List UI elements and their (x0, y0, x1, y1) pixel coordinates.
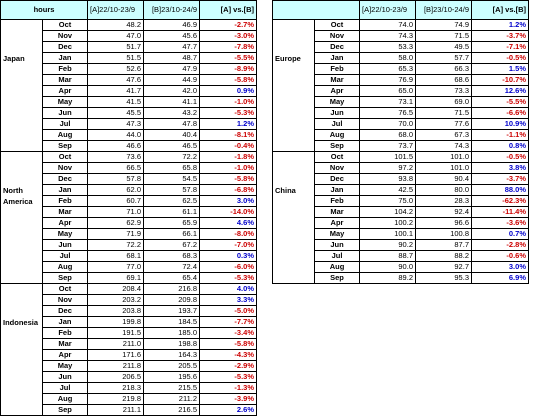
value-a-cell: 76.9 (360, 75, 416, 86)
diff-cell: -0.5% (472, 53, 529, 64)
diff-cell: -5.8% (200, 75, 257, 86)
value-a-cell: 41.5 (88, 97, 144, 108)
value-a-cell: 211.8 (88, 361, 144, 372)
month-cell: May (43, 361, 88, 372)
month-cell: Sep (43, 405, 88, 416)
diff-cell: -5.3% (200, 372, 257, 383)
value-b-cell: 73.3 (416, 86, 472, 97)
month-cell: Mar (315, 75, 360, 86)
diff-cell: -3.6% (472, 218, 529, 229)
month-cell: Feb (315, 64, 360, 75)
value-a-cell: 58.0 (360, 53, 416, 64)
month-cell: Apr (43, 218, 88, 229)
value-a-cell: 44.0 (88, 130, 144, 141)
month-cell: Mar (43, 207, 88, 218)
month-cell: Sep (315, 273, 360, 284)
month-cell: Nov (43, 295, 88, 306)
value-b-cell: 209.8 (144, 295, 200, 306)
diff-cell: 4.0% (200, 284, 257, 295)
value-b-cell: 68.6 (416, 75, 472, 86)
value-b-cell: 92.4 (416, 207, 472, 218)
value-b-cell: 43.2 (144, 108, 200, 119)
diff-cell: -1.1% (472, 130, 529, 141)
value-b-cell: 28.3 (416, 196, 472, 207)
diff-cell: 0.3% (200, 251, 257, 262)
value-a-cell: 199.8 (88, 317, 144, 328)
col-b-header: [B]23/10-24/9 (416, 1, 472, 20)
month-cell: Jan (43, 185, 88, 196)
value-a-cell: 62.9 (88, 218, 144, 229)
region-north-america (1, 152, 257, 284)
month-cell: Jun (315, 240, 360, 251)
region-label: Europe (273, 20, 315, 152)
value-b-cell: 74.9 (416, 20, 472, 31)
month-cell: Nov (315, 31, 360, 42)
value-b-cell: 185.0 (144, 328, 200, 339)
left-panel (0, 0, 257, 416)
diff-cell: -8.0% (200, 229, 257, 240)
value-b-cell: 67.2 (144, 240, 200, 251)
month-cell: Sep (315, 141, 360, 152)
month-cell: Jan (315, 53, 360, 64)
diff-cell: -5.5% (200, 53, 257, 64)
month-cell: Dec (315, 174, 360, 185)
diff-cell: 3.8% (472, 163, 529, 174)
value-a-cell: 72.2 (88, 240, 144, 251)
value-a-cell: 69.1 (88, 273, 144, 284)
value-b-cell: 71.5 (416, 108, 472, 119)
hours-header-blank (273, 1, 360, 20)
value-b-cell: 48.7 (144, 53, 200, 64)
value-a-cell: 208.4 (88, 284, 144, 295)
value-a-cell: 73.1 (360, 97, 416, 108)
diff-cell: -5.0% (200, 306, 257, 317)
month-cell: Oct (43, 284, 88, 295)
month-cell: Feb (43, 64, 88, 75)
value-b-cell: 47.9 (144, 64, 200, 75)
value-a-cell: 89.2 (360, 273, 416, 284)
value-a-cell: 77.0 (88, 262, 144, 273)
value-b-cell: 65.9 (144, 218, 200, 229)
month-cell: Mar (43, 339, 88, 350)
month-cell: Nov (315, 163, 360, 174)
region-indonesia (1, 284, 257, 416)
value-a-cell: 218.3 (88, 383, 144, 394)
value-a-cell: 191.5 (88, 328, 144, 339)
diff-cell: 6.9% (472, 273, 529, 284)
table-row (1, 284, 257, 295)
diff-cell: -2.9% (200, 361, 257, 372)
month-cell: Jun (43, 372, 88, 383)
value-b-cell: 101.0 (416, 163, 472, 174)
value-a-cell: 62.0 (88, 185, 144, 196)
month-cell: Apr (43, 350, 88, 361)
diff-cell: -0.5% (472, 152, 529, 163)
value-a-cell: 74.3 (360, 31, 416, 42)
month-cell: Dec (43, 306, 88, 317)
diff-cell: 1.2% (200, 119, 257, 130)
value-b-cell: 193.7 (144, 306, 200, 317)
month-cell: May (43, 229, 88, 240)
col-a-header: [A]22/10-23/9 (88, 1, 144, 20)
value-b-cell: 216.8 (144, 284, 200, 295)
region-label: China (273, 152, 315, 284)
month-cell: Jul (43, 383, 88, 394)
month-cell: Dec (43, 174, 88, 185)
diff-cell: 88.0% (472, 185, 529, 196)
diff-cell: -3.4% (200, 328, 257, 339)
value-b-cell: 87.7 (416, 240, 472, 251)
value-a-cell: 93.8 (360, 174, 416, 185)
value-a-cell: 48.2 (88, 20, 144, 31)
value-a-cell: 90.2 (360, 240, 416, 251)
diff-cell: -5.5% (472, 97, 529, 108)
month-cell: Jul (43, 119, 88, 130)
month-cell: Jun (315, 108, 360, 119)
month-cell: Feb (43, 196, 88, 207)
value-a-cell: 57.8 (88, 174, 144, 185)
diff-cell: 1.5% (472, 64, 529, 75)
value-b-cell: 54.5 (144, 174, 200, 185)
value-a-cell: 73.6 (88, 152, 144, 163)
value-b-cell: 47.8 (144, 119, 200, 130)
month-cell: Jul (315, 119, 360, 130)
value-a-cell: 71.0 (88, 207, 144, 218)
value-a-cell: 211.0 (88, 339, 144, 350)
month-cell: Jan (43, 53, 88, 64)
value-b-cell: 96.6 (416, 218, 472, 229)
value-a-cell: 211.1 (88, 405, 144, 416)
diff-cell: -7.0% (200, 240, 257, 251)
value-b-cell: 44.9 (144, 75, 200, 86)
diff-cell: -5.3% (200, 108, 257, 119)
value-a-cell: 97.2 (360, 163, 416, 174)
value-a-cell: 219.8 (88, 394, 144, 405)
diff-cell: 3.3% (200, 295, 257, 306)
diff-cell: -3.7% (472, 174, 529, 185)
month-cell: Apr (315, 218, 360, 229)
value-b-cell: 66.1 (144, 229, 200, 240)
value-b-cell: 100.8 (416, 229, 472, 240)
value-a-cell: 73.7 (360, 141, 416, 152)
left-table (0, 0, 257, 416)
header-row (273, 1, 529, 20)
diff-cell: 0.7% (472, 229, 529, 240)
value-b-cell: 215.5 (144, 383, 200, 394)
value-b-cell: 45.6 (144, 31, 200, 42)
value-a-cell: 65.0 (360, 86, 416, 97)
value-b-cell: 49.5 (416, 42, 472, 53)
value-b-cell: 88.2 (416, 251, 472, 262)
value-a-cell: 88.7 (360, 251, 416, 262)
value-a-cell: 60.7 (88, 196, 144, 207)
value-b-cell: 62.5 (144, 196, 200, 207)
value-a-cell: 47.0 (88, 31, 144, 42)
month-cell: Apr (315, 86, 360, 97)
diff-cell: -3.7% (472, 31, 529, 42)
value-a-cell: 47.6 (88, 75, 144, 86)
value-b-cell: 65.4 (144, 273, 200, 284)
right-table (272, 0, 529, 284)
value-b-cell: 95.3 (416, 273, 472, 284)
value-a-cell: 68.0 (360, 130, 416, 141)
diff-cell: -14.0% (200, 207, 257, 218)
month-cell: May (315, 229, 360, 240)
table-row (1, 152, 257, 163)
diff-cell: -1.3% (200, 383, 257, 394)
value-b-cell: 211.2 (144, 394, 200, 405)
diff-cell: -3.9% (200, 394, 257, 405)
diff-cell: -10.7% (472, 75, 529, 86)
value-a-cell: 51.7 (88, 42, 144, 53)
value-b-cell: 184.5 (144, 317, 200, 328)
value-b-cell: 198.8 (144, 339, 200, 350)
value-b-cell: 57.8 (144, 185, 200, 196)
diff-cell: -7.7% (200, 317, 257, 328)
value-a-cell: 76.5 (360, 108, 416, 119)
value-b-cell: 164.3 (144, 350, 200, 361)
col-diff-header: [A] vs.[B] (200, 1, 257, 20)
value-a-cell: 51.5 (88, 53, 144, 64)
value-a-cell: 171.6 (88, 350, 144, 361)
month-cell: Jul (315, 251, 360, 262)
value-b-cell: 195.6 (144, 372, 200, 383)
value-b-cell: 46.9 (144, 20, 200, 31)
diff-cell: -4.3% (200, 350, 257, 361)
col-diff-header: [A] vs.[B] (472, 1, 529, 20)
diff-cell: 10.9% (472, 119, 529, 130)
value-b-cell: 47.7 (144, 42, 200, 53)
value-a-cell: 47.3 (88, 119, 144, 130)
month-cell: Feb (43, 328, 88, 339)
value-a-cell: 203.2 (88, 295, 144, 306)
month-cell: Oct (315, 20, 360, 31)
diff-cell: -7.1% (472, 42, 529, 53)
value-b-cell: 205.5 (144, 361, 200, 372)
value-a-cell: 46.6 (88, 141, 144, 152)
value-b-cell: 41.1 (144, 97, 200, 108)
value-a-cell: 206.5 (88, 372, 144, 383)
value-b-cell: 216.5 (144, 405, 200, 416)
col-b-header: [B]23/10-24/9 (144, 1, 200, 20)
region-label: North America (1, 152, 43, 284)
value-a-cell: 52.6 (88, 64, 144, 75)
diff-cell: 1.2% (472, 20, 529, 31)
month-cell: Nov (43, 31, 88, 42)
diff-cell: 0.9% (200, 86, 257, 97)
region-china (273, 152, 529, 284)
month-cell: Sep (43, 141, 88, 152)
diff-cell: 2.6% (200, 405, 257, 416)
hours-header: hours (1, 1, 88, 20)
region-label: Indonesia (1, 284, 43, 416)
value-b-cell: 46.5 (144, 141, 200, 152)
diff-cell: 4.6% (200, 218, 257, 229)
diff-cell: -8.1% (200, 130, 257, 141)
month-cell: Jun (43, 240, 88, 251)
month-cell: Jan (315, 185, 360, 196)
diff-cell: -11.4% (472, 207, 529, 218)
month-cell: Jan (43, 317, 88, 328)
month-cell: Mar (43, 75, 88, 86)
value-a-cell: 90.0 (360, 262, 416, 273)
header-row (1, 1, 257, 20)
diff-cell: -5.8% (200, 174, 257, 185)
diff-cell: -3.0% (200, 31, 257, 42)
value-b-cell: 42.0 (144, 86, 200, 97)
diff-cell: -6.6% (472, 108, 529, 119)
value-a-cell: 70.0 (360, 119, 416, 130)
month-cell: Aug (43, 130, 88, 141)
value-a-cell: 100.2 (360, 218, 416, 229)
month-cell: Aug (315, 262, 360, 273)
month-cell: Nov (43, 163, 88, 174)
value-a-cell: 65.3 (360, 64, 416, 75)
diff-cell: -6.8% (200, 185, 257, 196)
region-label: Japan (1, 20, 43, 152)
month-cell: Apr (43, 86, 88, 97)
month-cell: Oct (43, 152, 88, 163)
diff-cell: 3.0% (472, 262, 529, 273)
diff-cell: -5.8% (200, 339, 257, 350)
table-row (273, 152, 529, 163)
value-b-cell: 92.7 (416, 262, 472, 273)
diff-cell: -5.3% (200, 273, 257, 284)
diff-cell: -62.3% (472, 196, 529, 207)
value-a-cell: 71.9 (88, 229, 144, 240)
diff-cell: -1.0% (200, 163, 257, 174)
diff-cell: 0.8% (472, 141, 529, 152)
diff-cell: -0.4% (200, 141, 257, 152)
value-b-cell: 61.1 (144, 207, 200, 218)
value-a-cell: 104.2 (360, 207, 416, 218)
diff-cell: -8.9% (200, 64, 257, 75)
diff-cell: 3.0% (200, 196, 257, 207)
month-cell: Jun (43, 108, 88, 119)
value-a-cell: 41.7 (88, 86, 144, 97)
value-b-cell: 40.4 (144, 130, 200, 141)
value-b-cell: 65.8 (144, 163, 200, 174)
diff-cell: 12.6% (472, 86, 529, 97)
month-cell: Feb (315, 196, 360, 207)
diff-cell: -0.6% (472, 251, 529, 262)
value-b-cell: 66.3 (416, 64, 472, 75)
month-cell: Jul (43, 251, 88, 262)
month-cell: Mar (315, 207, 360, 218)
value-b-cell: 57.7 (416, 53, 472, 64)
value-b-cell: 69.0 (416, 97, 472, 108)
month-cell: Aug (43, 262, 88, 273)
diff-cell: -6.0% (200, 262, 257, 273)
value-a-cell: 203.8 (88, 306, 144, 317)
value-a-cell: 68.1 (88, 251, 144, 262)
value-b-cell: 72.2 (144, 152, 200, 163)
col-a-header: [A]22/10-23/9 (360, 1, 416, 20)
diff-cell: -1.8% (200, 152, 257, 163)
diff-cell: -2.8% (472, 240, 529, 251)
diff-cell: -2.7% (200, 20, 257, 31)
table-row (1, 20, 257, 31)
diff-cell: -1.0% (200, 97, 257, 108)
value-b-cell: 80.0 (416, 185, 472, 196)
value-a-cell: 101.5 (360, 152, 416, 163)
value-a-cell: 53.3 (360, 42, 416, 53)
diff-cell: -7.8% (200, 42, 257, 53)
month-cell: Oct (315, 152, 360, 163)
value-b-cell: 71.5 (416, 31, 472, 42)
value-a-cell: 100.1 (360, 229, 416, 240)
value-b-cell: 72.4 (144, 262, 200, 273)
month-cell: May (315, 97, 360, 108)
month-cell: Oct (43, 20, 88, 31)
value-b-cell: 67.3 (416, 130, 472, 141)
month-cell: Aug (315, 130, 360, 141)
value-a-cell: 42.5 (360, 185, 416, 196)
value-a-cell: 66.5 (88, 163, 144, 174)
value-b-cell: 101.0 (416, 152, 472, 163)
month-cell: Dec (43, 42, 88, 53)
value-a-cell: 74.0 (360, 20, 416, 31)
value-b-cell: 77.6 (416, 119, 472, 130)
month-cell: Aug (43, 394, 88, 405)
value-b-cell: 68.3 (144, 251, 200, 262)
value-a-cell: 45.5 (88, 108, 144, 119)
month-cell: Sep (43, 273, 88, 284)
month-cell: May (43, 97, 88, 108)
table-row (273, 20, 529, 31)
value-a-cell: 75.0 (360, 196, 416, 207)
right-panel (272, 0, 529, 284)
value-b-cell: 90.4 (416, 174, 472, 185)
region-japan (1, 20, 257, 152)
month-cell: Dec (315, 42, 360, 53)
value-b-cell: 74.3 (416, 141, 472, 152)
region-europe (273, 20, 529, 152)
